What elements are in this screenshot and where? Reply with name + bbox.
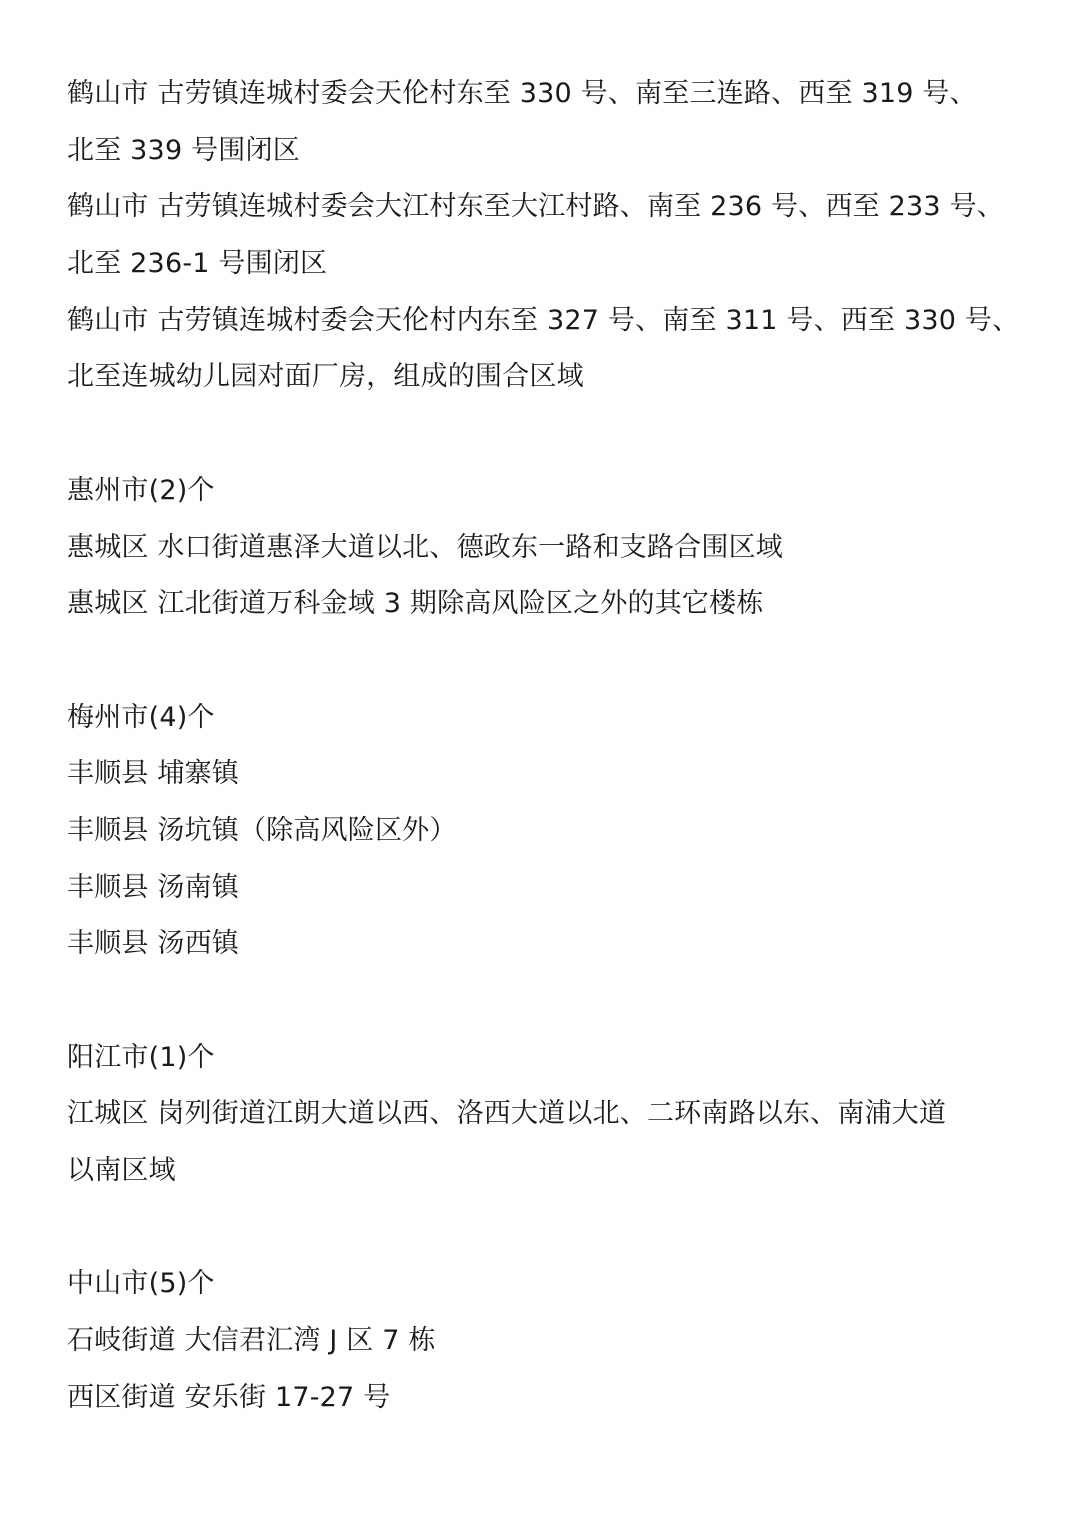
spacer (67, 1200, 1027, 1257)
list-item: 江城区 岗列街道江朗大道以西、洛西大道以北、二环南路以东、南浦大道 (67, 1098, 947, 1130)
spacer (67, 633, 1027, 690)
list-item: 石岐街道 大信君汇湾 J 区 7 栋 (67, 1325, 436, 1357)
list-item: 以南区域 (67, 1155, 176, 1187)
list-item: 鹤山市 古劳镇连城村委会天伦村内东至 327 号、南至 311 号、西至 330 号、 (67, 304, 1020, 336)
list-item: 惠城区 水口街道惠泽大道以北、德政东一路和支路合围区域 (67, 531, 783, 563)
list-item: 西区街道 安乐街 17-27 号 (67, 1381, 391, 1413)
list-item: 鹤山市 古劳镇连城村委会天伦村东至 330 号、南至三连路、西至 319 号、 (67, 78, 977, 109)
section-heading-zhongshan: 中山市(5)个 (67, 1268, 215, 1300)
section-heading-huizhou: 惠州市(2)个 (67, 474, 215, 506)
list-item: 惠城区 江北街道万科金域 3 期除高风险区之外的其它楼栋 (67, 588, 764, 620)
spacer (67, 973, 1027, 1030)
list-item: 丰顺县 汤南镇 (67, 871, 239, 903)
list-item: 北至 339 号围闭区 (67, 134, 300, 166)
section-heading-yangjiang: 阳江市(1)个 (67, 1041, 215, 1073)
document-body (67, 66, 1027, 1427)
section-heading-meizhou: 梅州市(4)个 (67, 701, 215, 733)
spacer (67, 406, 1027, 463)
list-item: 丰顺县 汤坑镇（除高风险区外） (67, 814, 457, 846)
list-item: 丰顺县 汤西镇 (67, 928, 239, 960)
list-item: 鹤山市 古劳镇连城村委会大江村东至大江村路、南至 236 号、西至 233 号、 (67, 191, 1004, 223)
list-item: 北至 236-1 号围闭区 (67, 248, 328, 280)
list-item: 北至连城幼儿园对面厂房，组成的围合区域 (67, 361, 584, 393)
list-item: 丰顺县 埔寨镇 (67, 758, 239, 790)
